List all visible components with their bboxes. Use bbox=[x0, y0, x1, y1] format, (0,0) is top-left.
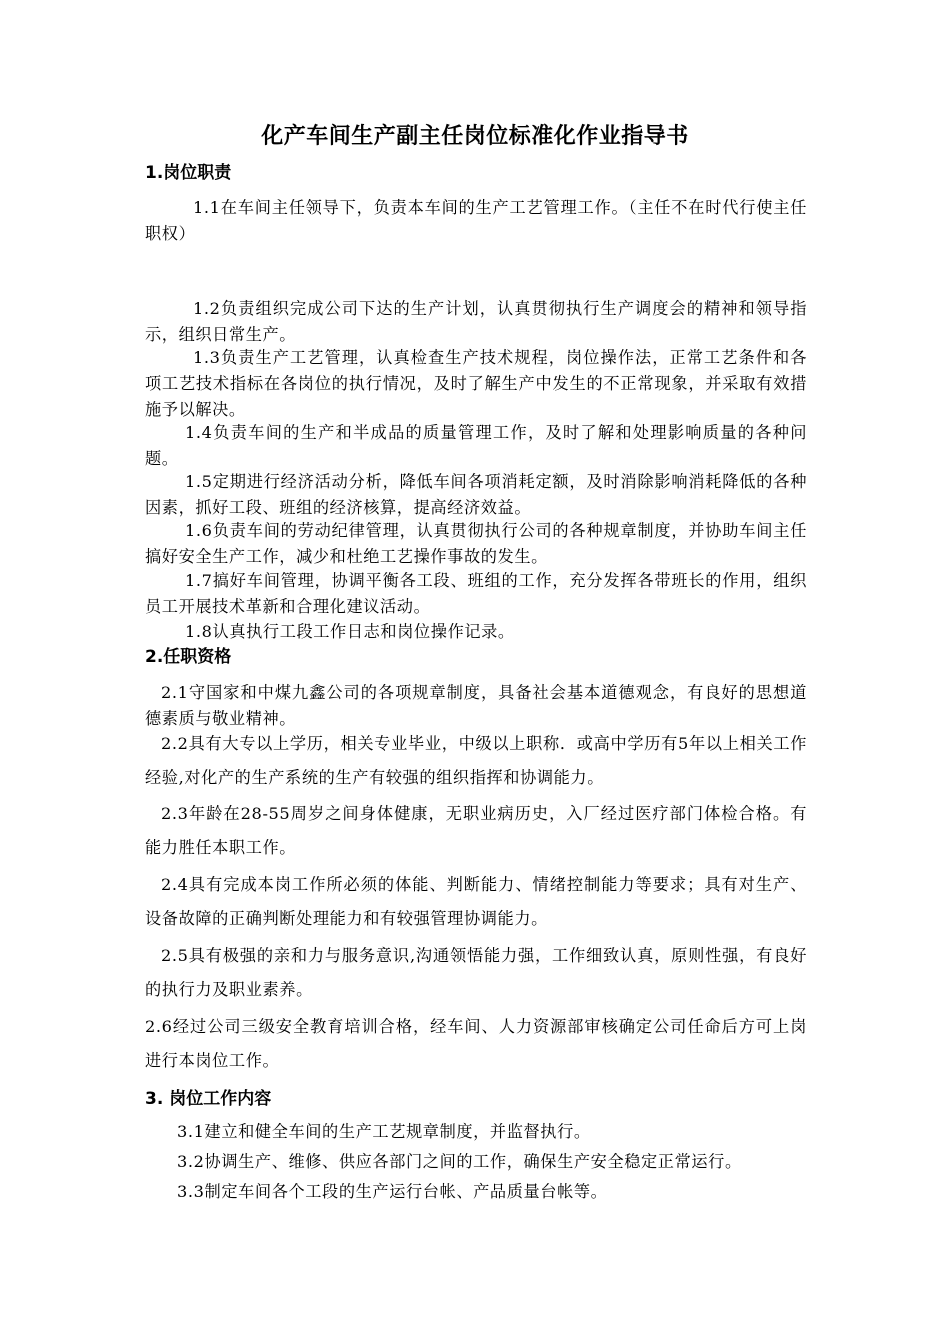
section-1-item-6: 1.6负责车间的劳动纪律管理，认真贯彻执行公司的各种规章制度，并协助车间主任搞好安全生产工作，减少和杜绝工艺操作事故的发生。 bbox=[145, 521, 807, 566]
section-1-item-2: 1.2负责组织完成公司下达的生产计划，认真贯彻执行生产调度会的精神和领导指示，组织日常生产。 bbox=[145, 299, 807, 344]
section-2-heading: 2.任职资格 bbox=[145, 647, 232, 667]
section-2-item-6: 2.6经过公司三级安全教育培训合格，经车间、人力资源部审核确定公司任命后方可上岗进行本岗位工作。 bbox=[145, 1017, 807, 1070]
section-2-item-4: 2.4具有完成本岗工作所必须的体能、判断能力、情绪控制能力等要求；具有对生产、设备故障的正确判断处理能力和有较强管理协调能力。 bbox=[145, 875, 807, 928]
section-2-item-3: 2.3年龄在28-55周岁之间身体健康，无职业病历史，入厂经过医疗部门体检合格。有能力胜任本职工作。 bbox=[145, 804, 807, 857]
section-2-item-5: 2.5具有极强的亲和力与服务意识,沟通领悟能力强，工作细致认真，原则性强，有良好的执行力及职业素养。 bbox=[145, 946, 807, 999]
section-1-item-7: 1.7搞好车间管理，协调平衡各工段、班组的工作，充分发挥各带班长的作用，组织员工开展技术革新和合理化建议活动。 bbox=[145, 571, 807, 616]
section-1-item-8: 1.8认真执行工段工作日志和岗位操作记录。 bbox=[185, 622, 515, 641]
section-2-item-1: 2.1守国家和中煤九鑫公司的各项规章制度，具备社会基本道德观念，有良好的思想道德素质与敬业精神。 bbox=[145, 683, 807, 728]
section-1-heading: 1.岗位职责 bbox=[145, 163, 232, 183]
section-1-item-3: 1.3负责生产工艺管理，认真检查生产技术规程，岗位操作法，正常工艺条件和各项工艺技术指标在各岗位的执行情况，及时了解生产中发生的不正常现象，并采取有效措施予以解决。 bbox=[145, 348, 807, 419]
section-1-item-5: 1.5定期进行经济活动分析，降低车间各项消耗定额，及时消除影响消耗降低的各种因素，抓好工段、班组的经济核算，提高经济效益。 bbox=[145, 472, 807, 517]
section-2-item-2: 2.2具有大专以上学历，相关专业毕业，中级以上职称．或高中学历有5年以上相关工作经验,对化产的生产系统的生产有较强的组织指挥和协调能力。 bbox=[145, 734, 807, 787]
section-1-item-1: 1.1在车间主任领导下，负责本车间的生产工艺管理工作。（主任不在时代行使主任职权） bbox=[145, 198, 807, 243]
section-3-item-1: 3.1建立和健全车间的生产工艺规章制度，并监督执行。 bbox=[177, 1122, 591, 1141]
section-3-heading: 3. 岗位工作内容 bbox=[145, 1089, 272, 1109]
section-1-item-4: 1.4负责车间的生产和半成品的质量管理工作，及时了解和处理影响质量的各种问题。 bbox=[145, 423, 807, 468]
section-3-item-2: 3.2协调生产、维修、供应各部门之间的工作，确保生产安全稳定正常运行。 bbox=[177, 1152, 742, 1171]
section-3-item-3: 3.3制定车间各个工段的生产运行台帐、产品质量台帐等。 bbox=[177, 1182, 608, 1201]
document-title: 化产车间生产副主任岗位标准化作业指导书 bbox=[261, 124, 689, 149]
